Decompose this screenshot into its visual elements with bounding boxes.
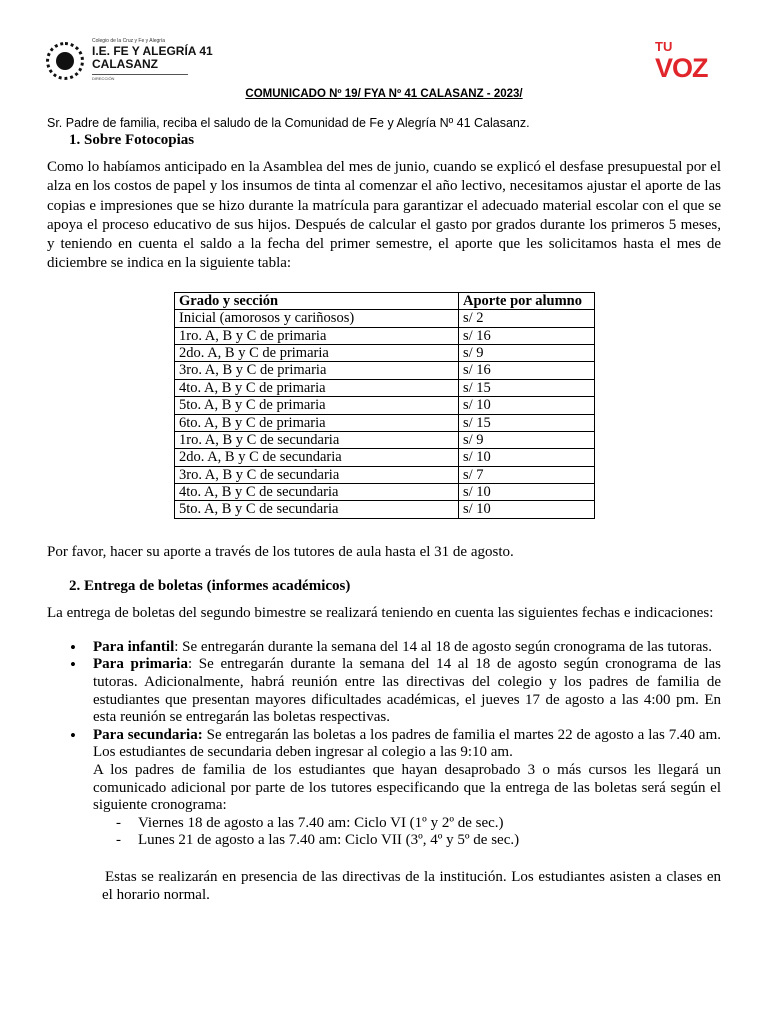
- bullet-label: Para primaria: [93, 656, 188, 673]
- grade-cell: Inicial (amorosos y cariñosos): [175, 310, 459, 327]
- greeting: Sr. Padre de familia, reciba el saludo de la Comunidad de Fe y Alegría Nº 41 Calasanz.: [47, 116, 530, 130]
- section1-paragraph: Como lo habíamos anticipado en la Asamblea del mes de junio, cuando se explicó el desfase presupuestal por el alza en los costos de papel y los insumos de tinta al comenzar el año lectivo, necesitamos ajustar el aporte de las copias e impresiones que se hizo durante la matrícula para garantizar el adecuado material escolar con el que se apoya el proceso educativo de sus hijos. Después de calcular el gasto por grados durante los primeros 5 meses, y teniendo en cuenta el saldo a la fecha del primer semestre, el aporte que les solicitamos hasta el mes de diciembre se indica en la siguiente tabla:: [47, 159, 721, 272]
- contribution-cell: s/ 10: [459, 501, 595, 518]
- bullet-text: Se entregarán las boletas a los padres de familia el martes 22 de agosto a las 7.40 am. Los estudiantes de secundaria deben ingresar al colegio a las 9:10 am.: [93, 726, 721, 761]
- section1-heading: 1. Sobre Fotocopias: [69, 132, 195, 148]
- grade-cell: 2do. A, B y C de primaria: [175, 344, 459, 361]
- grade-cell: 5to. A, B y C de secundaria: [175, 501, 459, 518]
- document-body: [47, 86, 721, 904]
- grade-cell: 4to. A, B y C de primaria: [175, 379, 459, 396]
- schedule-item: - Viernes 18 de agosto a las 7.40 am: Ciclo VI (1º y 2º de sec.): [113, 815, 721, 833]
- table-row: [175, 344, 595, 361]
- section2-heading: 2. Entrega de boletas (informes académicos): [69, 577, 351, 594]
- logo-top-text: Colegio de la Cruz y Fe y Alegría: [92, 38, 166, 44]
- contribution-cell: s/ 7: [459, 466, 595, 483]
- logo-name: [92, 45, 213, 71]
- schedule-list: [113, 815, 721, 850]
- bullet-label: Para infantil: [93, 638, 175, 655]
- brand-voz: VOZ: [655, 53, 708, 83]
- school-seal-icon: [46, 42, 84, 80]
- grade-cell: 6to. A, B y C de primaria: [175, 414, 459, 431]
- bullet-text: : Se entregarán durante la semana del 14 al 18 de agosto según cronograma de las tutoras.: [174, 638, 712, 655]
- table-row: [175, 501, 595, 518]
- contribution-cell: s/ 15: [459, 379, 595, 396]
- table-row: [175, 414, 595, 431]
- contribution-cell: s/ 9: [459, 344, 595, 361]
- grade-cell: 1ro. A, B y C de secundaria: [175, 431, 459, 448]
- schedule-item: - Lunes 21 de agosto a las 7.40 am: Ciclo VII (3º, 4º y 5º de sec.): [113, 832, 721, 850]
- table-row: [175, 327, 595, 344]
- grade-cell: 3ro. A, B y C de primaria: [175, 362, 459, 379]
- bullet-text: : Se entregarán durante la semana del 14 al 18 de agosto según cronograma de las tutoras. Adicionalmente, habrá reunión entre las directivas del colegio y los padres de familia de estudiantes que presentan mayores dificultades académicas, el jueves 17 de agosto a las 4:00 pm. En esta reunión se entregarán las boletas respectivas.: [93, 656, 721, 726]
- list-item-secundaria: [70, 727, 721, 850]
- contribution-cell: s/ 9: [459, 431, 595, 448]
- brand-tu: TU: [655, 39, 673, 54]
- table-row: [175, 431, 595, 448]
- contribution-cell: s/ 10: [459, 397, 595, 414]
- grade-cell: 4to. A, B y C de secundaria: [175, 484, 459, 501]
- contribution-cell: s/ 16: [459, 327, 595, 344]
- header-grade: Grado y sección: [175, 292, 459, 309]
- closing-note: Estas se realizarán en presencia de las directivas de la institución. Los estudiantes asisten a clases en el horario normal.: [102, 868, 721, 903]
- table-header-row: [175, 292, 595, 309]
- header-contribution: Aporte por alumno: [459, 292, 595, 309]
- grade-cell: 5to. A, B y C de primaria: [175, 397, 459, 414]
- delivery-list: [70, 639, 721, 850]
- payment-note: Por favor, hacer su aporte a través de los tutores de aula hasta el 31 de agosto.: [47, 543, 514, 560]
- list-item-primaria: [70, 656, 721, 726]
- bullet-label: Para secundaria:: [93, 726, 203, 743]
- logo-name-line2: CALASANZ: [92, 57, 158, 71]
- table-row: [175, 449, 595, 466]
- section2-intro: La entrega de boletas del segundo bimestre se realizará teniendo en cuenta las siguientes fechas e indicaciones:: [47, 604, 714, 621]
- grade-cell: 1ro. A, B y C de primaria: [175, 327, 459, 344]
- contribution-cell: s/ 15: [459, 414, 595, 431]
- tu-voz-logo: [655, 40, 708, 82]
- contribution-cell: s/ 10: [459, 449, 595, 466]
- table-row: [175, 362, 595, 379]
- grade-cell: 2do. A, B y C de secundaria: [175, 449, 459, 466]
- document-title: COMUNICADO Nº 19/ FYA Nº 41 CALASANZ - 2023/: [245, 88, 523, 100]
- logo-name-line1: I.E. FE Y ALEGRÍA 41: [92, 44, 213, 58]
- table-row: [175, 466, 595, 483]
- table-row: [175, 484, 595, 501]
- table-row: [175, 379, 595, 396]
- grade-cell: 3ro. A, B y C de secundaria: [175, 466, 459, 483]
- contribution-table: [174, 292, 595, 519]
- school-logo: [46, 38, 213, 84]
- table-row: [175, 397, 595, 414]
- contribution-cell: s/ 2: [459, 310, 595, 327]
- contribution-cell: s/ 10: [459, 484, 595, 501]
- logo-divider: [92, 74, 188, 75]
- bullet-extra: A los padres de familia de los estudiantes que hayan desaprobado 3 o más cursos les llegará un comunicado adicional por parte de los tutores especificando que la entrega de las boletas será según el siguiente cronograma:: [93, 762, 721, 814]
- logo-sub: DIRECCIÓN: [92, 76, 115, 81]
- contribution-cell: s/ 16: [459, 362, 595, 379]
- table-row: [175, 310, 595, 327]
- list-item-infantil: [70, 639, 721, 657]
